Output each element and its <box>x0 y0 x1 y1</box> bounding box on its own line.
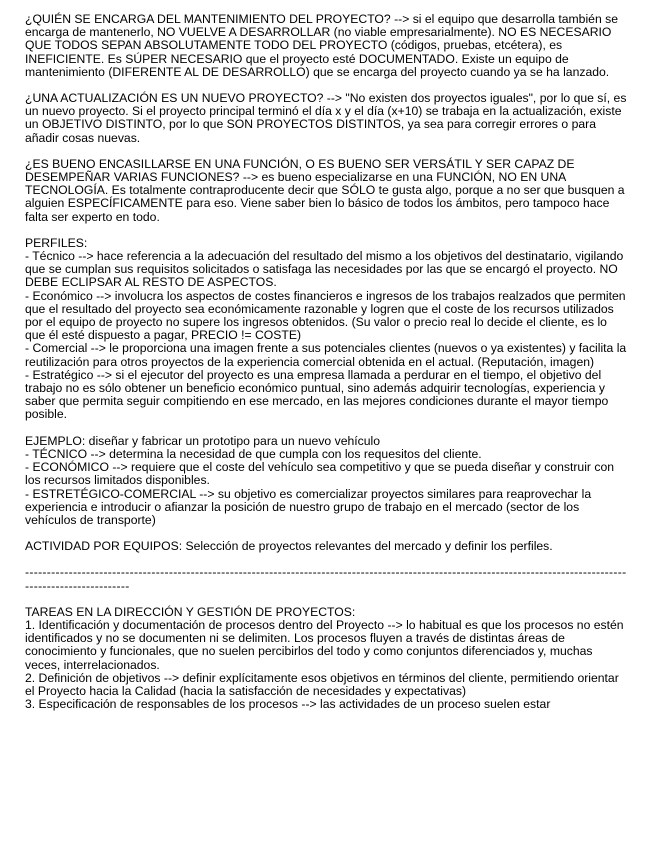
section-tareas <box>25 606 629 712</box>
paragraph: ¿UNA ACTUALIZACIÓN ES UN NUEVO PROYECTO? --> "No existen dos proyectos iguales", por lo que sí, es un nuevo proyecto. Si el proyecto principal terminó el día x y el día (x+10) se trabaja en la actualización, existe un OBJETIVO DISTINTO, por lo que SON PROYECTOS DISTINTOS, ya sea para corregir errores o para añadir cosas nuevas. <box>25 91 627 145</box>
section-actualizacion <box>25 92 629 145</box>
section-separator <box>25 566 629 592</box>
spacer <box>25 593 629 606</box>
spacer <box>25 145 629 158</box>
list-item: - ESTRETÉGICO-COMERCIAL --> su objetivo es comercializar proyectos similares para reaprovechar la experiencia e introducir o afianzar la posición de nuestro grupo de trabajo en el mercado (sector de los vehículos de transporte) <box>25 486 592 527</box>
dashed-separator: ------------------------------------------------------------------------------------------------------------------------------------------------------------------ <box>25 565 627 593</box>
section-heading: TAREAS EN LA DIRECCIÓN Y GESTIÓN DE PROYECTOS: <box>25 604 356 619</box>
list-item: 1. Identificación y documentación de procesos dentro del Proyecto --> lo habitual es que los procesos no estén identificados y no se documenten ni se delimiten. Los procesos fluyen a través de distintas áreas de conocimiento y funcionales, que no suelen percibirlos del todo y como conjuntos diferenciados y, muchas veces, interrelacionados. <box>25 617 624 672</box>
section-ejemplo <box>25 435 629 527</box>
list-item: - Estratégico --> si el ejecutor del proyecto es una empresa llamada a perdurar en el tiempo, el objetivo del trabajo no es sólo obtener un beneficio económico puntual, sino además adquirir tecnologías, experiencia y saber que permita seguir compitiendo en ese mercado, en las mejores condiciones durante el mayor tiempo posible. <box>25 367 609 422</box>
paragraph: ¿ES BUENO ENCASILLARSE EN UNA FUNCIÓN, O ES BUENO SER VERSÁTIL Y SER CAPAZ DE DESEMPEÑAR VARIAS FUNCIONES? --> es bueno especializarse en una FUNCIÓN, NO EN UNA TECNOLOGÍA. Es totalmente contraproducente decir que SÓLO te gusta algo, porque a no ser que busquen a alguien ESPECÍFICAMENTE para eso. Viene saber bien lo básico de todos los ámbitos, pero tampoco hace falta ser experto en todo. <box>25 156 625 224</box>
paragraph: ¿QUIÉN SE ENCARGA DEL MANTENIMIENTO DEL PROYECTO? --> si el equipo que desarrolla también se encarga de mantenerlo, NO VUELVE A DESARROLLAR (no viable empresarialmente). NO ES NECESARIO QUE TODOS SEPAN ABSOLUTAMENTE TODO DEL PROYECTO (códigos, pruebas, etcétera), es INEFICIENTE. Es SÚPER NECESARIO que el proyecto esté DOCUMENTADO. Existe un equipo de mantenimiento (DIFERENTE AL DE DESARROLLO) que se encarga del proyecto cuando ya se ha lanzado. <box>25 12 618 79</box>
spacer <box>25 422 629 435</box>
spacer <box>25 224 629 237</box>
list-item: - Comercial --> le proporciona una imagen frente a sus potenciales clientes (nuevos o ya existentes) y facilita la reutilización para otros proyectos de la experiencia comercial obtenida en el actual. (Reputación, imagen) <box>25 341 627 369</box>
section-mantenimiento <box>25 13 629 79</box>
list-item: - Económico --> involucra los aspectos de costes financieros e ingresos de los trabajos realzados que permiten que el resultado del proyecto sea económicamente razonable y logren que el coste de los recursos utilizados por el equipo de proyecto no supere los ingresos obtenidos. (Su valor o precio real lo decide el cliente, es lo que él esté dispuesto a pagar, PRECIO != COSTE) <box>25 288 626 343</box>
paragraph: ACTIVIDAD POR EQUIPOS: Selección de proyectos relevantes del mercado y definir los perfiles. <box>25 539 553 554</box>
section-funcion <box>25 158 629 224</box>
list-item: - ECONÓMICO --> requiere que el coste del vehículo sea competitivo y que se pueda diseñar y construir con los recursos limitados disponibles. <box>25 460 615 488</box>
section-heading: EJEMPLO: diseñar y fabricar un prototipo para un nuevo vehículo <box>25 433 380 448</box>
list-item: - TÉCNICO --> determina la necesidad de que cumpla con los requesitos del cliente. <box>25 446 482 461</box>
list-item: 2. Definición de objetivos --> definir explícitamente esos objetivos en términos del cliente, permitiendo orientar el Proyecto hacia la Calidad (hacia la satisfacción de necesidades y expectativas) <box>25 670 619 698</box>
section-heading: PERFILES: <box>25 235 88 250</box>
list-item: 3. Especificación de responsables de los procesos --> las actividades de un proceso suelen estar <box>25 697 551 712</box>
section-perfiles <box>25 237 629 422</box>
section-actividad <box>25 540 629 553</box>
list-item: - Técnico --> hace referencia a la adecuación del resultado del mismo a los objetivos del destinatario, vigilando que se cumplan sus requisitos solicitados o satisfaga las necesidades por las que se encargó el proyecto. NO DEBE ECLIPSAR AL RESTO DE ASPECTOS. <box>25 249 624 290</box>
